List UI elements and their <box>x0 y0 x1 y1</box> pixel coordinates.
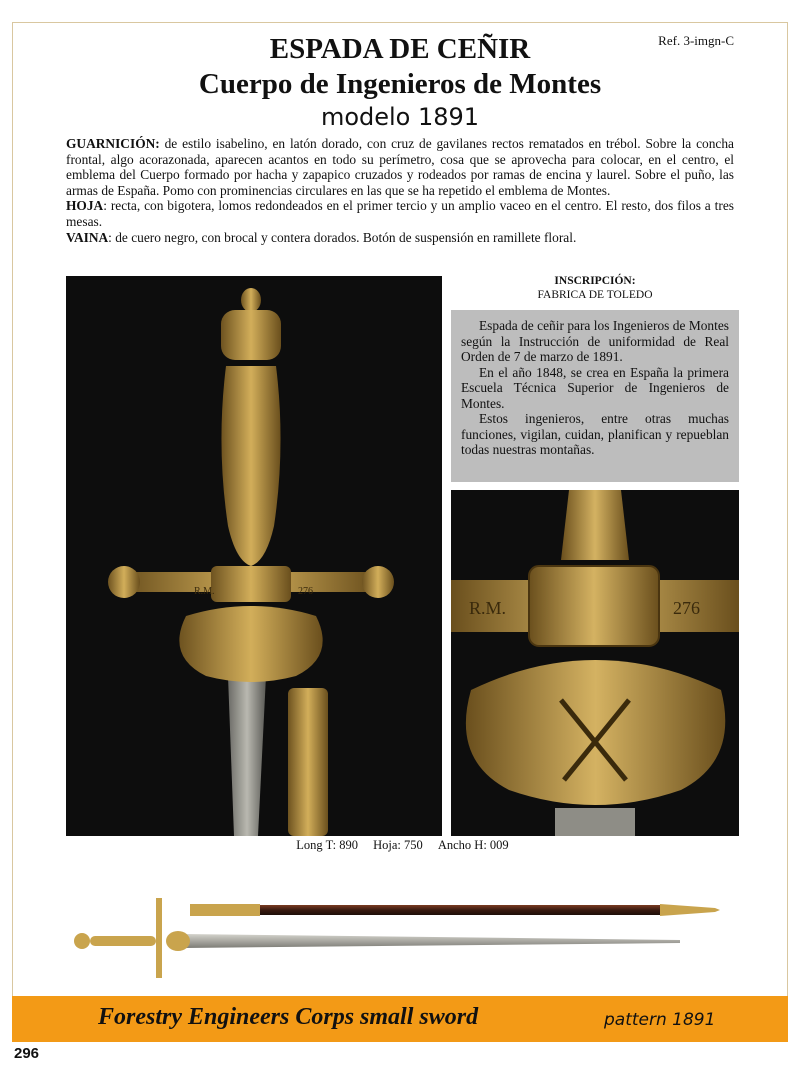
full-sword-illustration <box>60 890 740 980</box>
mark-276-right: 276 <box>673 598 700 618</box>
mark-rm-right: R.M. <box>469 598 507 618</box>
inscription-text: FABRICA DE TOLEDO <box>537 289 653 301</box>
english-pattern: pattern 1891 <box>604 1010 716 1030</box>
hilt-photo <box>66 276 442 836</box>
page-title: ESPADA DE CEÑIR <box>269 33 531 65</box>
guarnicion-text: de estilo isabelino, en latón dorado, con cruz de gavilanes rectos rematados en trébol. Sobre la concha frontal, algo acorazonada, aparecen acantos en todo su perímetro, cosa que se aprovecha para colocar, en el centro, el emblema del Cuerpo formado por hacha y zapapico cruzados y rodeados por ramas de encina y laurel. Sobre el puño, las armas de España. Pomo con prominencias circulares en las que se ha repetido el emblema de Montes. <box>66 136 734 198</box>
measure-length: Long T: 890 <box>296 838 358 852</box>
inscription-label: INSCRIPCIÓN: <box>554 275 636 287</box>
mark-rm-left: R.M. <box>194 586 215 597</box>
footer-band <box>12 996 788 1042</box>
page-subtitle: Cuerpo de Ingenieros de Montes <box>198 68 602 100</box>
description-block <box>66 136 734 245</box>
note-paragraph-2: En el año 1848, se crea en España la primera Escuela Técnica Superior de Ingenieros de Montes. <box>461 364 729 411</box>
guard-closeup-illustration <box>451 490 739 836</box>
english-title: Forestry Engineers Corps small sword <box>98 1004 479 1030</box>
note-paragraph-3: Estos ingenieros, entre otras muchas funciones, vigilan, cuidan, planifican y repueblan todas nuestras montañas. <box>461 411 729 457</box>
hoja-text: : recta, con bigotera, lomos redondeados en el primer tercio y un amplio vaceo en el centro. El resto, dos filos a tres mesas. <box>66 198 734 229</box>
model-year: modelo 1891 <box>320 103 480 131</box>
measure-width: Ancho H: 009 <box>437 838 509 852</box>
note-paragraph-1: Espada de ceñir para los Ingenieros de Montes según la Instrucción de uniformidad de Real Orden de 7 de marzo de 1891. <box>461 318 729 364</box>
historical-note <box>451 310 739 482</box>
vaina-text: : de cuero negro, con brocal y contera dorados. Botón de suspensión en ramillete floral. <box>108 229 577 245</box>
hoja-label: HOJA <box>66 198 104 214</box>
hilt-illustration <box>66 276 442 836</box>
full-sword-photo <box>60 890 740 980</box>
vaina-label: VAINA <box>66 229 109 245</box>
inscription-block <box>451 274 739 302</box>
guard-closeup-photo <box>451 490 739 836</box>
measure-blade: Hoja: 750 <box>373 838 423 852</box>
measurements <box>66 838 739 853</box>
guarnicion-label: GUARNICIÓN: <box>66 136 160 151</box>
page-number: 296 <box>14 1045 40 1062</box>
reference-code: Ref. 3-imgn-C <box>658 33 734 48</box>
mark-276-left: 276 <box>298 586 313 597</box>
